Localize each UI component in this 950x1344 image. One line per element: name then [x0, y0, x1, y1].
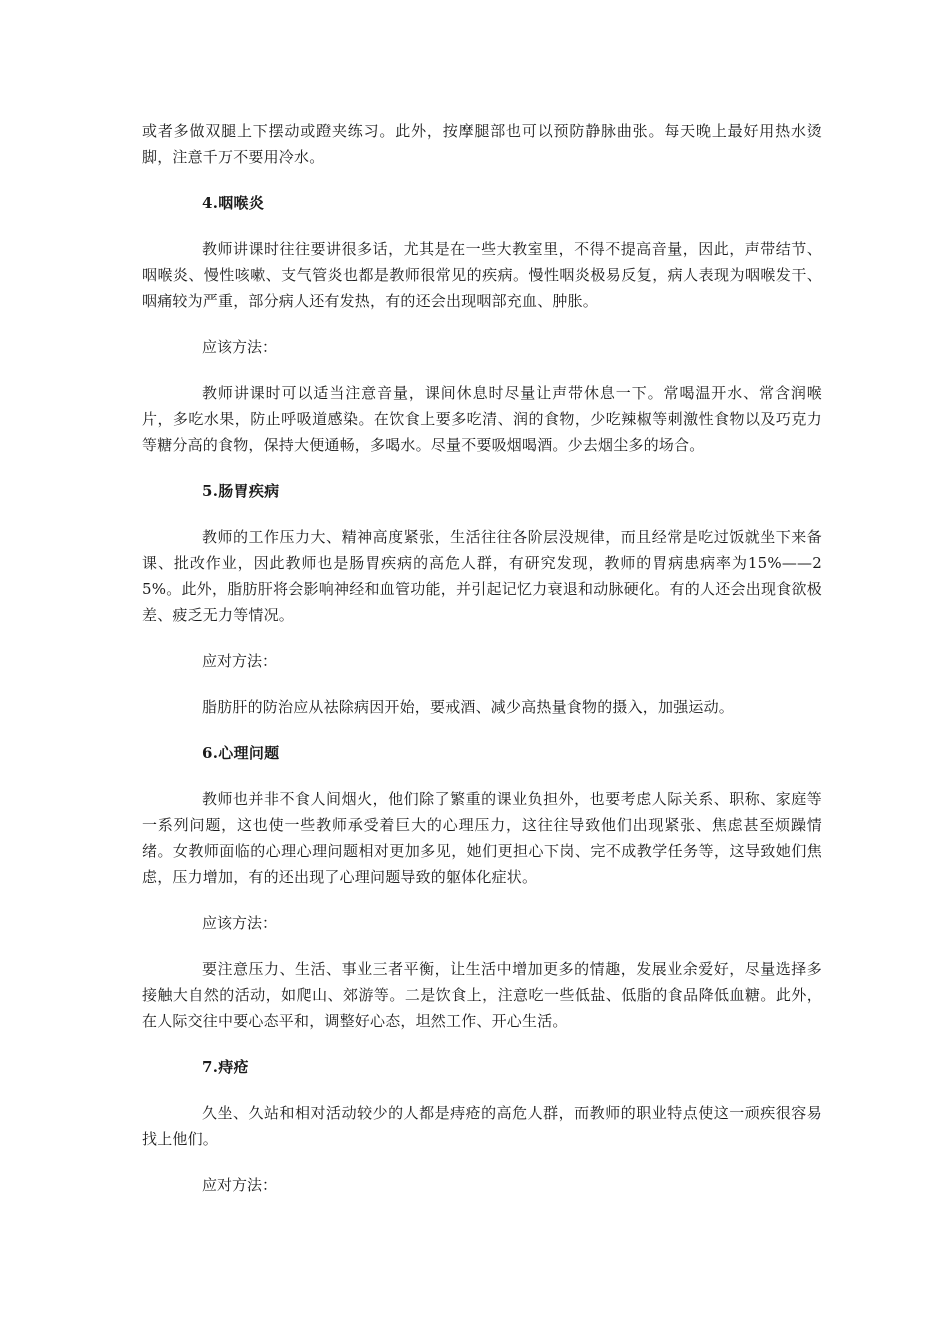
paragraph-hemorrhoids-description: 久坐、久站和相对活动较少的人都是痔疮的高危人群，而教师的职业特点使这一顽疾很容易找上他们。	[142, 1104, 822, 1148]
method-label-psychological: 应该方法：	[202, 914, 278, 932]
paragraph-gastro-method: 脂肪肝的防治应从祛除病因开始，要戒酒、减少高热量食物的摄入，加强运动。	[202, 698, 735, 716]
document-body	[142, 118, 822, 1198]
paragraph-pharyngitis-description: 教师讲课时往往要讲很多话，尤其是在一些大教室里，不得不提高音量，因此，声带结节、咽喉炎、慢性咳嗽、支气管炎也都是教师很常见的疾病。慢性咽炎极易反复，病人表现为咽喉发干、咽痛较为严重，部分病人还有发热，有的还会出现咽部充血、肿胀。	[142, 240, 822, 310]
section-heading-hemorrhoids: 7.痔疮	[202, 1058, 249, 1076]
method-label-pharyngitis: 应该方法：	[202, 338, 278, 356]
paragraph-varicose-tail: 或者多做双腿上下摆动或蹬夹练习。此外，按摩腿部也可以预防静脉曲张。每天晚上最好用热水烫脚，注意千万不要用冷水。	[142, 122, 822, 166]
section-heading-pharyngitis: 4.咽喉炎	[202, 194, 265, 212]
section-heading-gastro: 5.肠胃疾病	[202, 482, 280, 500]
method-label-hemorrhoids: 应对方法：	[202, 1176, 278, 1194]
method-label-gastro: 应对方法：	[202, 652, 278, 670]
paragraph-psychological-method: 要注意压力、生活、事业三者平衡，让生活中增加更多的情趣，发展业余爱好，尽量选择多接触大自然的活动，如爬山、郊游等。二是饮食上，注意吃一些低盐、低脂的食品降低血糖。此外，在人际交往中要心态平和，调整好心态，坦然工作、开心生活。	[142, 960, 822, 1030]
paragraph-gastro-description: 教师的工作压力大、精神高度紧张，生活往往各阶层没规律，而且经常是吃过饭就坐下来备课、批改作业，因此教师也是肠胃疾病的高危人群，有研究发现，教师的胃病患病率为15%——25%。此外，脂肪肝将会影响神经和血管功能，并引起记忆力衰退和动脉硬化。有的人还会出现食欲极差、疲乏无力等情况。	[142, 528, 822, 624]
section-heading-psychological: 6.心理问题	[202, 744, 280, 762]
paragraph-pharyngitis-method: 教师讲课时可以适当注意音量，课间休息时尽量让声带休息一下。常喝温开水、常含润喉片，多吃水果，防止呼吸道感染。在饮食上要多吃清、润的食物，少吃辣椒等刺激性食物以及巧克力等糖分高的食物，保持大便通畅，多喝水。尽量不要吸烟喝酒。少去烟尘多的场合。	[142, 384, 822, 454]
paragraph-psychological-description: 教师也并非不食人间烟火，他们除了繁重的课业负担外，也要考虑人际关系、职称、家庭等一系列问题，这也使一些教师承受着巨大的心理压力，这往往导致他们出现紧张、焦虑甚至烦躁情绪。女教师面临的心理心理问题相对更加多见，她们更担心下岗、完不成教学任务等，这导致她们焦虑，压力增加，有的还出现了心理问题导致的躯体化症状。	[142, 790, 822, 886]
